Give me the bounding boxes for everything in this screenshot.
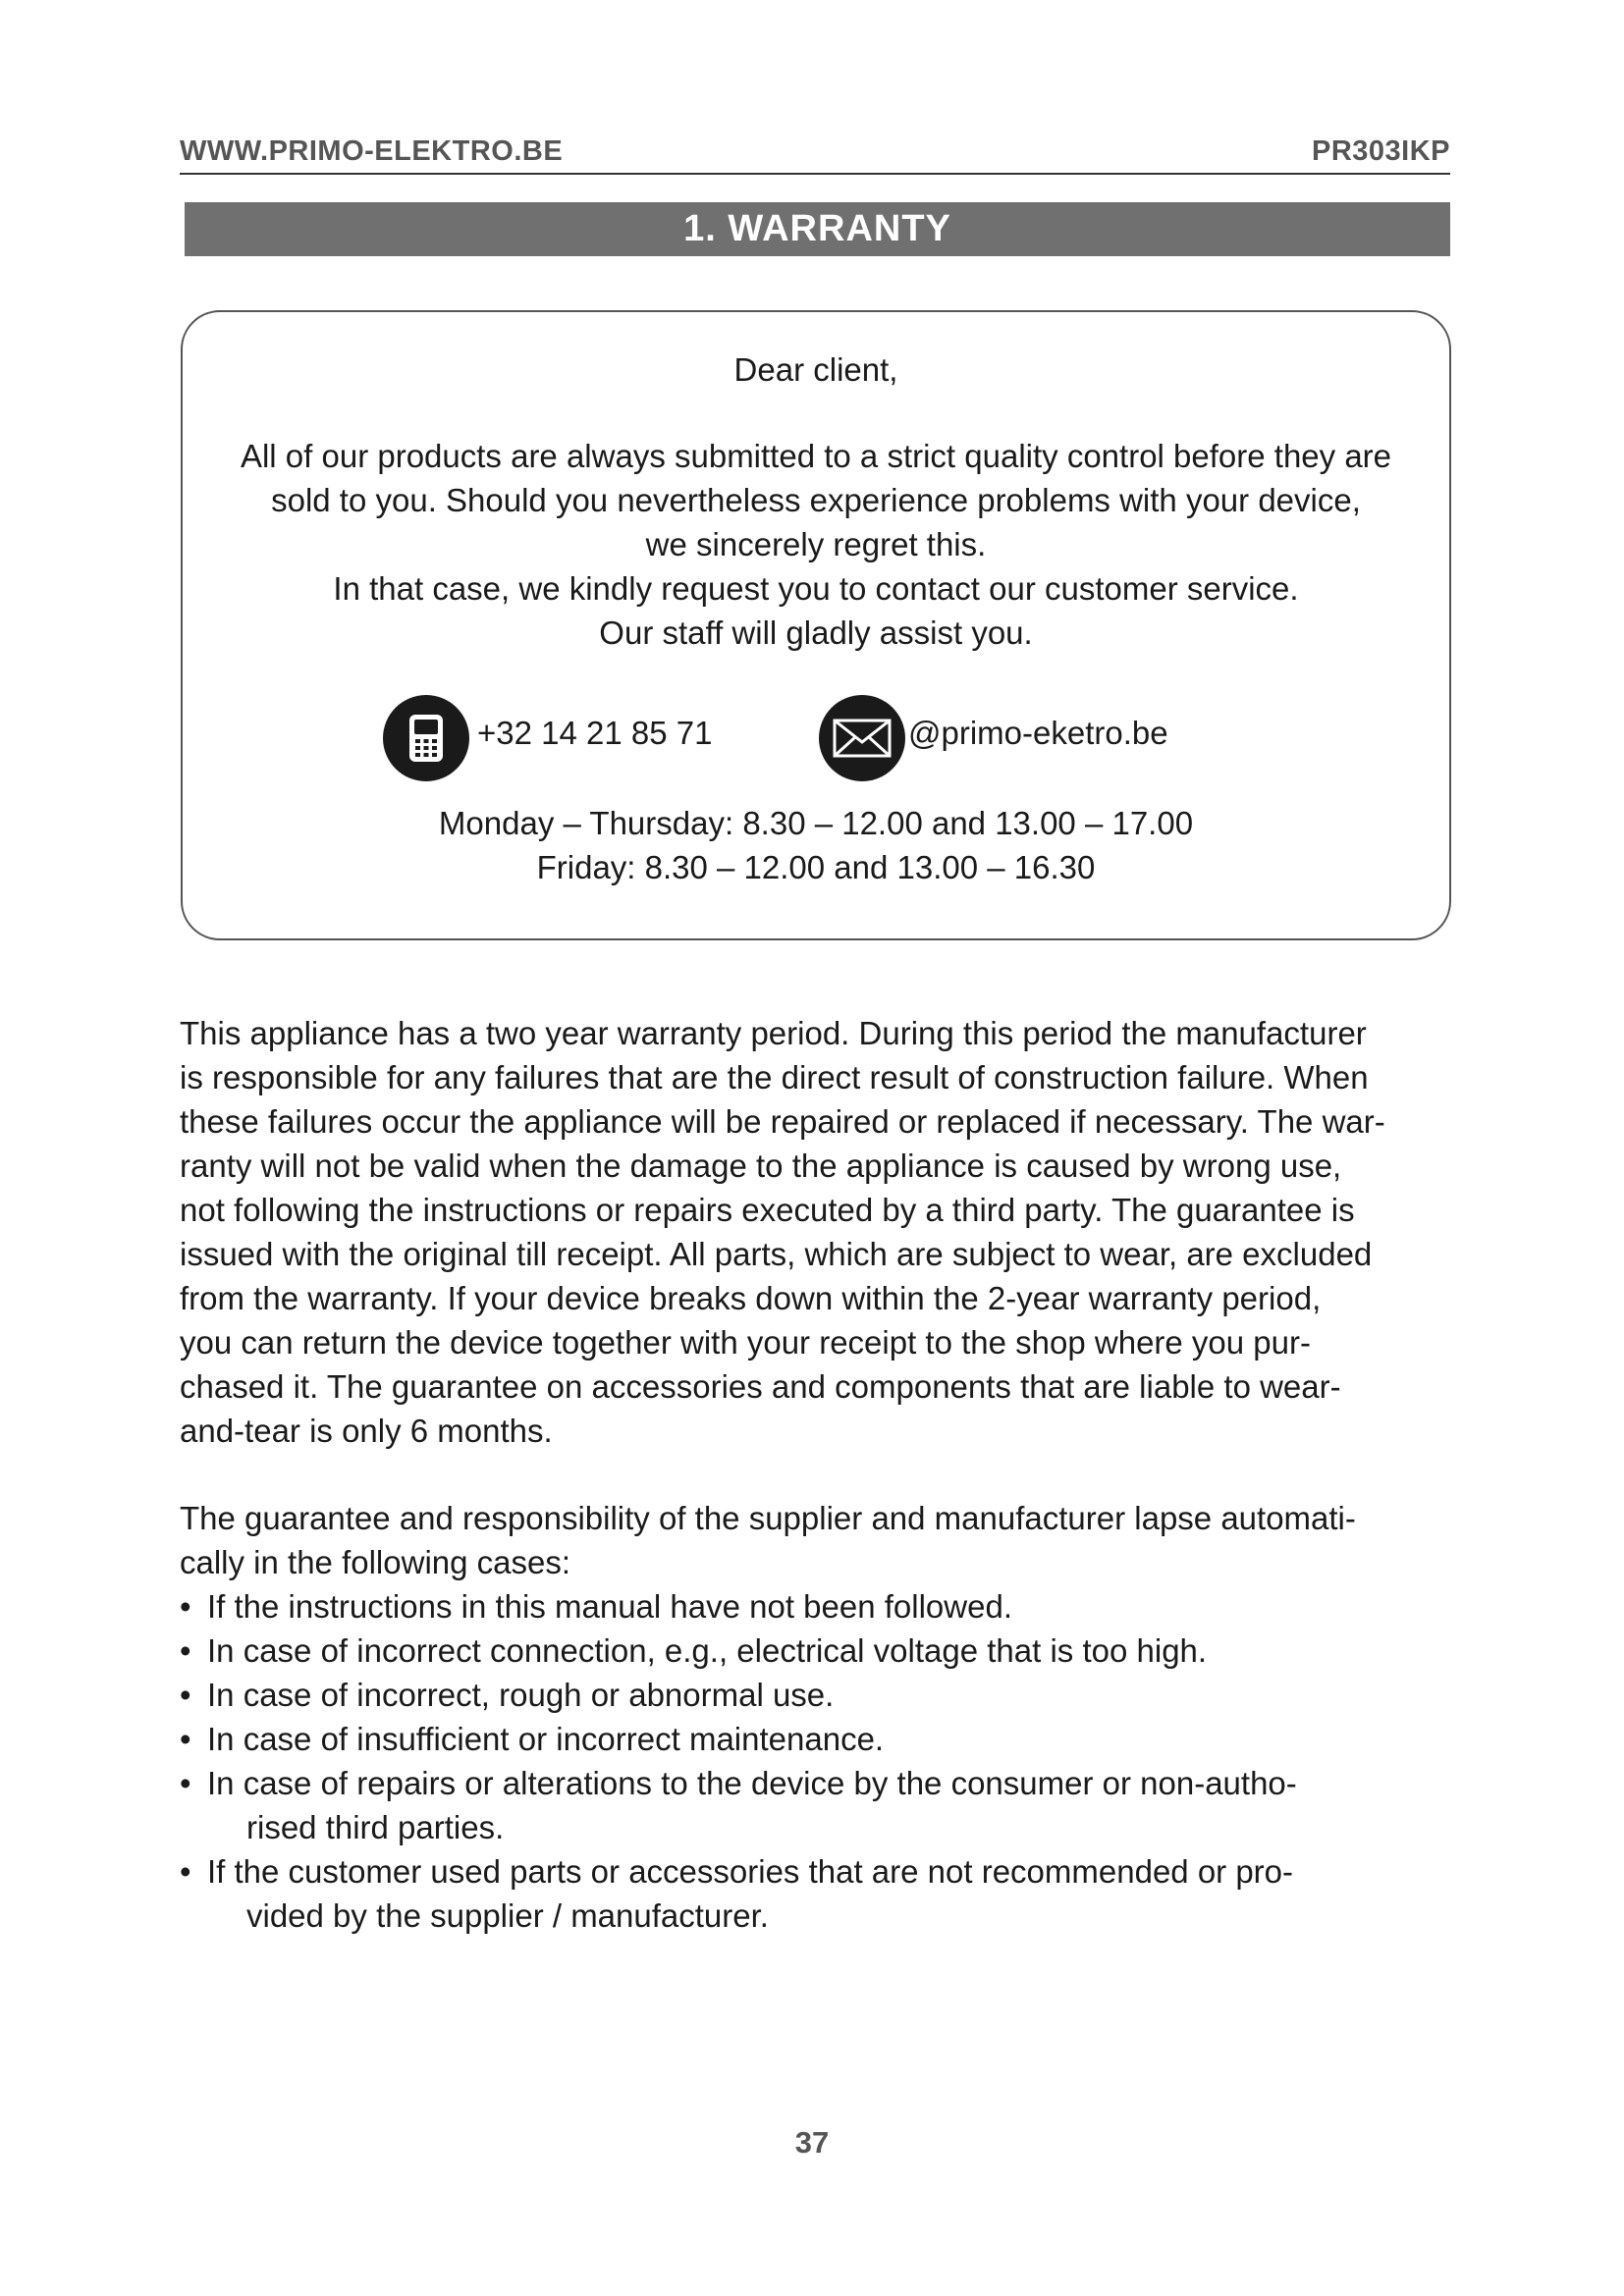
bullet-text: In case of repairs or alterations to the device by the consumer or non-autho- [207,1765,1297,1801]
contact-intro [183,434,1449,655]
paragraph-line: is responsible for any failures that are the direct result of construction failure. When [180,1059,1369,1095]
bullet-marker: • [180,1721,191,1757]
paragraph-line: issued with the original till receipt. All parts, which are subject to wear, are excluded [180,1236,1373,1272]
paragraph-line: you can return the device together with your receipt to the shop where you pur- [180,1324,1311,1361]
intro-line: Our staff will gladly assist you. [599,614,1033,651]
list-item [180,1717,1456,1761]
bullet-text: In case of incorrect, rough or abnormal use. [207,1677,835,1713]
bullet-marker: • [180,1677,191,1713]
paragraph-line: cally in the following cases: [180,1544,571,1580]
bullet-marker: • [180,1632,191,1669]
section-title: 1. WARRANTY [185,202,1450,256]
paragraph-line: This appliance has a two year warranty period. During this period the manufacturer [180,1015,1367,1051]
contact-box [181,310,1451,940]
list-item [180,1584,1456,1629]
bullet-marker: • [180,1588,191,1625]
bullet-text: In case of insufficient or incorrect maintenance. [207,1721,885,1757]
list-item [180,1673,1456,1717]
greeting: Dear client, [733,351,898,388]
bullet-marker: • [180,1853,191,1890]
intro-line: In that case, we kindly request you to contact our customer service. [333,570,1299,607]
list-item [180,1629,1456,1673]
phone-icon [383,695,469,781]
email-address: @primo-eketro.be [908,715,1168,751]
bullet-marker: • [180,1765,191,1801]
website-url: WWW.PRIMO-ELEKTRO.BE [180,135,564,167]
intro-line: All of our products are always submitted to a strict quality control before they are [240,438,1392,474]
paragraph-line: not following the instructions or repairs executed by a third party. The guarantee is [180,1192,1355,1228]
hours-line: Monday – Thursday: 8.30 – 12.00 and 13.00 – 17.00 [438,805,1194,841]
envelope-icon [819,695,905,781]
paragraph-line: from the warranty. If your device breaks down within the 2-year warranty period, [180,1280,1322,1316]
phone-number: +32 14 21 85 71 [477,715,713,751]
paragraph-line: and-tear is only 6 months. [180,1413,553,1449]
bullet-text: If the instructions in this manual have not been followed. [207,1588,1012,1625]
list-item [180,1761,1456,1849]
intro-line: we sincerely regret this. [645,526,987,562]
paragraph-line: chased it. The guarantee on accessories and components that are liable to wear- [180,1368,1341,1405]
bullet-text: In case of incorrect connection, e.g., electrical voltage that is too high. [207,1632,1208,1669]
bullet-text-continued: vided by the supplier / manufacturer. [246,1897,769,1934]
bullet-text-continued: rised third parties. [246,1809,505,1845]
paragraph-line: these failures occur the appliance will be repaired or replaced if necessary. The war- [180,1103,1385,1140]
opening-hours [183,801,1449,889]
page-header [180,135,1450,175]
model-number: PR303IKP [1311,135,1450,167]
bullet-text: If the customer used parts or accessories that are not recommended or pro- [207,1853,1294,1890]
paragraph-line: The guarantee and responsibility of the supplier and manufacturer lapse automati- [180,1500,1356,1536]
intro-line: sold to you. Should you nevertheless experience problems with your device, [271,482,1361,518]
list-item [180,1849,1456,1938]
lapse-conditions [180,1496,1456,1938]
page-number: 37 [794,2125,830,2160]
hours-line: Friday: 8.30 – 12.00 and 13.00 – 16.30 [536,849,1096,885]
paragraph-line: ranty will not be valid when the damage to the appliance is caused by wrong use, [180,1148,1342,1184]
warranty-paragraph [180,1011,1456,1453]
